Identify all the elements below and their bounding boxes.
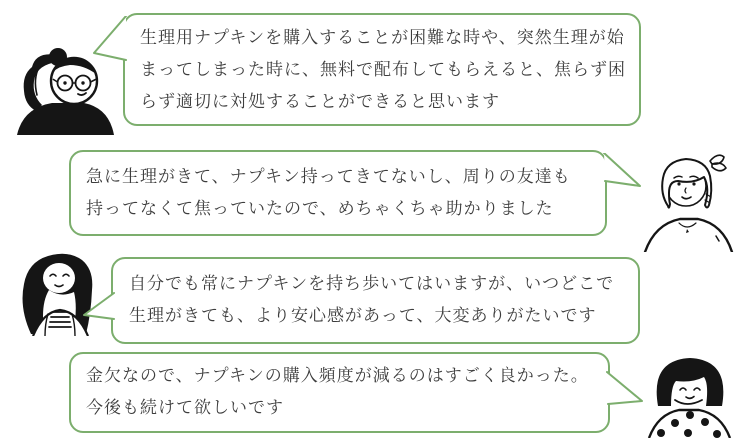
speech-bubble-2	[69, 150, 607, 236]
testimonial-line: 急に生理がきて、ナプキン持ってきてないし、周りの友達も	[86, 167, 571, 186]
testimonial-line: 生理用ナプキンを購入することが困難な時や、突然生理が始	[140, 28, 625, 47]
speech-bubble-4	[69, 352, 610, 433]
bubble-tail-right-icon	[606, 371, 646, 409]
bubble-tail-right-icon	[603, 153, 643, 193]
testimonial-line: 自分でも常にナプキンを持ち歩いてはいますが、いつどこで	[129, 274, 615, 293]
testimonial-line: まってしまった時に、無料で配布してもらえると、焦らず困	[140, 60, 626, 79]
testimonial-line: 生理がきても、より安心感があって、大変ありがたいです	[129, 306, 597, 325]
speech-bubble-3	[111, 257, 640, 344]
bubble-tail-left-icon	[91, 16, 127, 64]
avatar-woman-bob-polka-dot	[645, 352, 735, 438]
testimonial-line: 持ってなくて焦っていたので、めちゃくちゃ助かりました	[86, 199, 554, 218]
testimonial-line: 今後も続けて欲しいです	[86, 398, 284, 417]
bubble-tail-left-icon	[81, 292, 115, 322]
testimonial-line: らず適切に対処することができると思います	[140, 92, 500, 111]
avatar-woman-short-hair-ribbon	[638, 148, 736, 252]
speech-bubble-1	[123, 13, 641, 126]
testimonial-line: 金欠なので、ナプキンの購入頻度が減るのはすごく良かった。	[86, 366, 589, 385]
